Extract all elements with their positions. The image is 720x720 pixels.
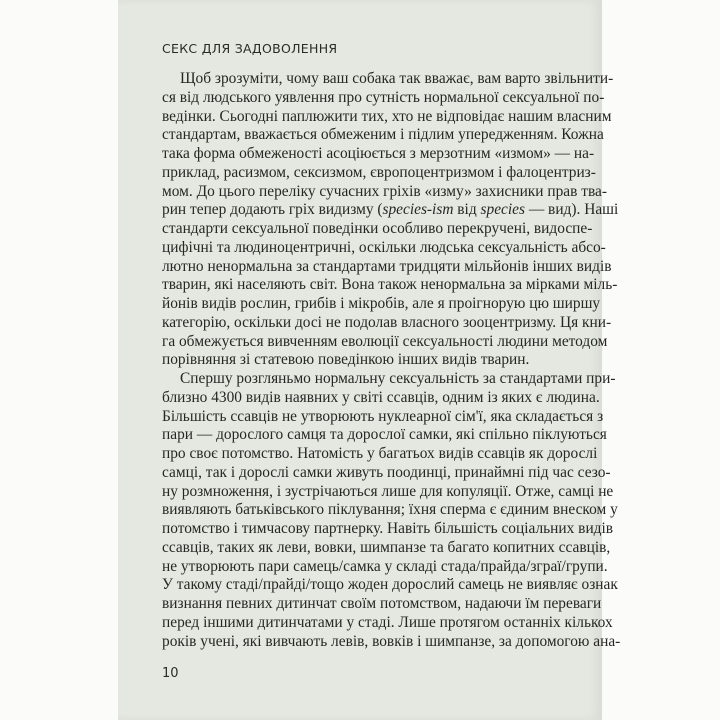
text-line: лютно ненормальна за стандартами тридцяти мільйонів інших видів <box>162 257 612 275</box>
book-page <box>118 0 621 720</box>
text-line: виявляють батьківського піклування; їхня сперма є єдиним внеском у <box>162 501 618 519</box>
text-segment: від <box>453 201 481 219</box>
text-line: перед іншими дитинчатами у стаді. Лише протягом останніх кількох <box>162 613 613 631</box>
text-line: визнання певних дитинчат своїм потомством, надаючи їм переваги <box>162 595 602 612</box>
text-line: ведінки. Сьогодні паплюжити тих, хто не відповідає нашим власним <box>162 107 612 125</box>
text-line: стандарти сексуальної поведінки особливо перекручені, видоспе- <box>162 220 593 237</box>
running-header: СЕКС ДЛЯ ЗАДОВОЛЕННЯ <box>162 41 338 56</box>
text-line: стандартам, вважається обмеженим і підлим упередженням. Кожна <box>162 126 604 144</box>
text-line: про своє потомство. Натомість у багатьох видів ссавців як дорослі <box>162 445 598 462</box>
paragraph <box>162 70 619 370</box>
text-line: років учені, які вивчають левів, вовків і шимпанзе, за допомогою ана- <box>162 632 621 650</box>
text-line: ну розмноження, і зустрічаються лише для копуляції. Отже, самці не <box>162 482 614 500</box>
text-line: приклад, расизмом, сексизмом, європоцентризмом і фалоцентриз- <box>162 163 596 181</box>
text-line: близно 4300 видів наявних у світі ссавців, одним із яких є людина. <box>162 388 600 406</box>
text-segment: — вид). Наші <box>524 201 619 219</box>
text-line: ссавців, таких як леви, вовки, шимпанзе та багато копитних ссавців, <box>162 538 611 556</box>
text-line: Більшість ссавців не утворюють нуклеарної сім'ї, яка складається з <box>162 407 604 425</box>
italic-term: species-ism <box>382 201 454 219</box>
text-segment: рин тепер додають гріх видизму ( <box>162 201 383 219</box>
text-line: категорію, оскільки досі не подолав власного зооцентризму. Ця кни- <box>162 313 612 331</box>
text-line: Спершу розгляньмо нормальну сексуальність за стандартами при- <box>180 370 616 387</box>
text-line: Щоб зрозуміти, чому ваш собака так вважає, вам варто звільнити- <box>180 70 614 87</box>
body-text <box>162 70 621 651</box>
text-line: У такому стаді/прайді/тощо жоден дорослий самець не виявляє ознак <box>162 576 618 594</box>
text-line: потомство і тимчасову партнерку. Навіть більшість соціальних видів <box>162 520 614 537</box>
text-line: цифічні та людиноцентричні, оскільки людська сексуальність абсо- <box>162 238 606 256</box>
text-line: порівняння зі статевою поведінкою інших видів тварин. <box>162 351 530 369</box>
text-line: ся від людського уявлення про сутність нормальної сексуальної по- <box>162 88 605 106</box>
text-line: йонів видів рослин, грибів і мікробів, але я проігнорую цю ширшу <box>162 295 601 312</box>
text-line: мом. До цього переліку сучасних гріхів «изму» захисники прав тва- <box>162 182 607 200</box>
paragraph <box>162 370 621 651</box>
text-line: самці, так і дорослі самки живуть поодинці, принаймні під час сезо- <box>162 463 611 481</box>
italic-term: species <box>480 201 525 219</box>
text-line: така форма обмеженості асоціюється з мерзотним «измом» — на- <box>162 145 595 162</box>
text-line <box>162 201 619 220</box>
text-line: га обмежується вивченням еволюції сексуальності людини методом <box>162 332 608 350</box>
text-line: пари — дорослого самця та дорослої самки, які спільно піклуються <box>162 426 607 444</box>
text-line: тварин, які населяють світ. Вона також ненормальна за мірками міль- <box>162 276 618 294</box>
text-line: не утворюють пари самець/самка у складі стада/прайда/зграї/групи. <box>162 557 608 575</box>
page-number: 10 <box>162 666 179 681</box>
